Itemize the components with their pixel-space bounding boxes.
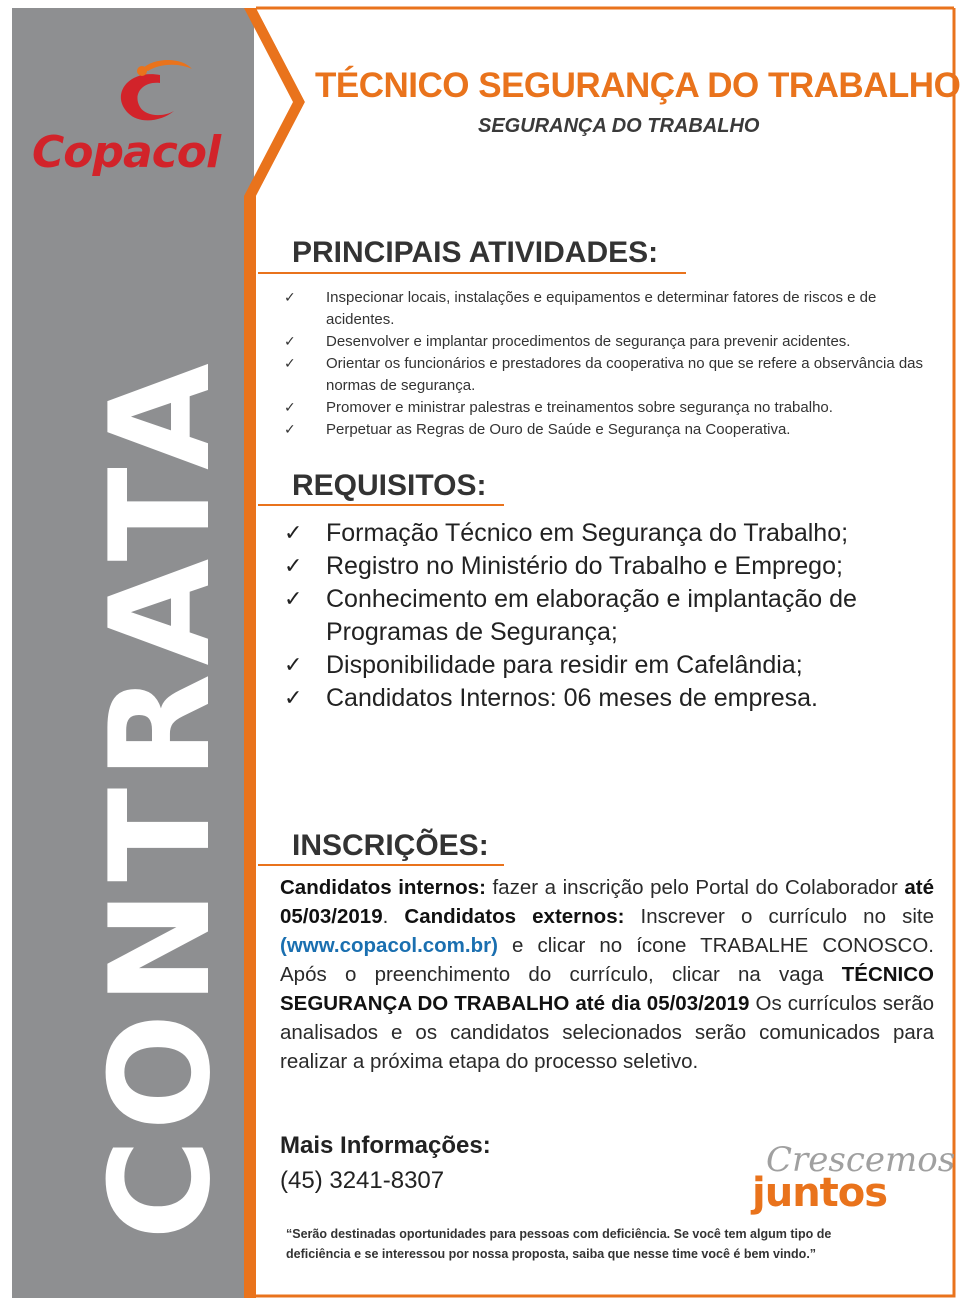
activities-list [284, 287, 948, 441]
list-item: ✓ Disponibilidade para residir em Cafelândia; [284, 649, 944, 682]
activities-heading: PRINCIPAIS ATIVIDADES: [292, 236, 659, 269]
list-item: ✓ Inspecionar locais, instalações e equipamentos e determinar fatores de riscos e de acidentes. [284, 289, 877, 328]
list-item: ✓ Formação Técnico em Segurança do Trabalho; [284, 517, 944, 550]
contrata-vertical-text: CONTRATA [80, 355, 241, 1240]
registration-heading: INSCRIÇÕES: [292, 829, 489, 862]
job-title: TÉCNICO SEGURANÇA DO TRABALHO [315, 66, 960, 105]
slogan-bottom-text: juntos [752, 1170, 888, 1216]
list-item: ✓ Desenvolver e implantar procedimentos de segurança para prevenir acidentes. [284, 331, 948, 353]
slogan-top-text: Crescemos [766, 1140, 956, 1180]
check-icon: ✓ [284, 653, 303, 678]
requirements-list [284, 517, 944, 715]
list-item: ✓ Promover e ministrar palestras e treinamentos sobre segurança no trabalho. [284, 397, 948, 419]
copacol-logo [28, 55, 248, 185]
job-deadline: TÉCNICO SEGURANÇA DO TRABALHO até dia 05/03/2019 [280, 963, 934, 1015]
phone-number: (45) 3241-8307 [280, 1167, 445, 1194]
check-icon: ✓ [284, 521, 303, 546]
requirements-heading: REQUISITOS: [292, 469, 487, 502]
check-icon: ✓ [284, 334, 296, 350]
check-icon: ✓ [284, 686, 303, 711]
more-info-label: Mais Informações: [280, 1132, 491, 1159]
site-link[interactable]: (www.copacol.com.br) [280, 934, 498, 957]
external-candidates-label: Candidatos externos: [404, 905, 625, 928]
check-icon: ✓ [284, 554, 303, 579]
check-icon: ✓ [284, 290, 296, 306]
job-subtitle: SEGURANÇA DO TRABALHO [478, 115, 760, 137]
requirements-underline [258, 504, 504, 506]
logo-wordmark: Copacol [32, 127, 221, 178]
internal-deadline: até 05/03/2019 [280, 876, 934, 928]
check-icon: ✓ [284, 400, 296, 416]
list-item: ✓ Conhecimento em elaboração e implantação de Programas de Segurança; [284, 585, 857, 646]
inclusion-footnote: “Serão destinadas oportunidades para pessoas com deficiência. Se você tem algum tipo de deficiência e se interessou por nossa proposta, saiba que nesse time você é bem vindo.” [286, 1227, 832, 1261]
check-icon: ✓ [284, 356, 296, 372]
list-item: ✓ Candidatos Internos: 06 meses de empresa. [284, 682, 944, 715]
check-icon: ✓ [284, 422, 296, 438]
list-item: ✓ Registro no Ministério do Trabalho e Emprego; [284, 550, 944, 583]
logo-swoosh-icon [98, 55, 218, 135]
slogan-logo [748, 1140, 956, 1220]
activities-underline [258, 272, 686, 274]
check-icon: ✓ [284, 587, 303, 612]
list-item: ✓ Perpetuar as Regras de Ouro de Saúde e Segurança na Cooperativa. [284, 419, 948, 441]
internal-candidates-label: Candidatos internos: [280, 876, 486, 899]
registration-underline [258, 864, 504, 866]
registration-text: Candidatos internos: fazer a inscrição pelo Portal do Colaborador até 05/03/2019. Candidatos externos: Inscrever o currículo no site (www.copacol.com.br) e clicar no ícone TRABALHE CONOSCO. Após o preenchimento do currículo, clicar na vaga TÉCNICO SEGURANÇA DO TRABALHO até dia 05/03/2019 Os currículos serão analisados e os candidatos selecionados serão comunicados para realizar a próxima etapa do processo seletivo. [280, 876, 934, 1073]
list-item: ✓ Orientar os funcionários e prestadores da cooperativa no que se refere a observância das normas de segurança. [284, 355, 924, 394]
